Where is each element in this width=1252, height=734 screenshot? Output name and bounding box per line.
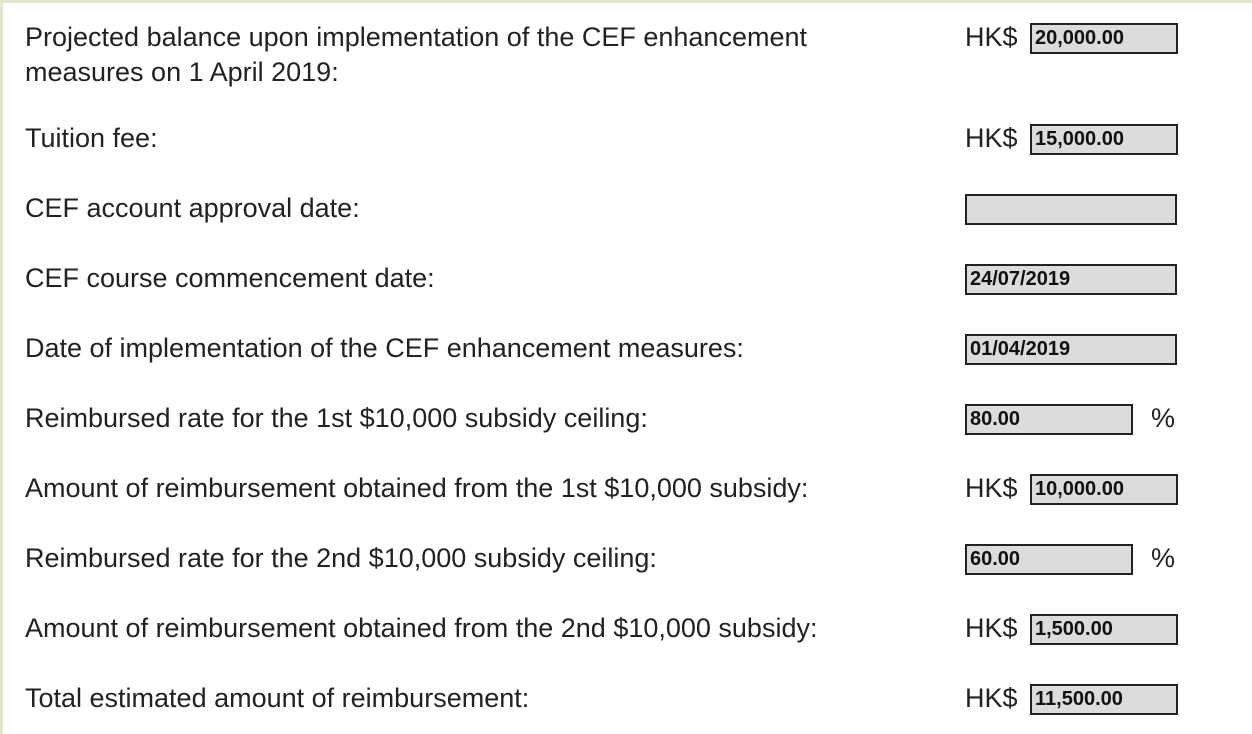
account-approval-date-label: CEF account approval date: [25, 193, 360, 223]
first-reimbursed-rate-field[interactable]: 80.00 [965, 404, 1133, 435]
account-approval-date-field[interactable] [965, 194, 1177, 225]
course-commencement-date-label: CEF course commencement date: [25, 263, 435, 293]
tuition-fee-label: Tuition fee: [25, 123, 158, 153]
implementation-date-field[interactable]: 01/04/2019 [965, 334, 1177, 365]
projected-balance-field[interactable]: 20,000.00 [1030, 23, 1178, 54]
total-reimbursement-field[interactable]: 11,500.00 [1030, 684, 1178, 715]
course-commencement-date-field[interactable]: 24/07/2019 [965, 264, 1177, 295]
currency-prefix: HK$ [965, 683, 1018, 713]
projected-balance-label [25, 20, 905, 90]
currency-prefix: HK$ [965, 22, 1018, 52]
currency-prefix: HK$ [965, 473, 1018, 503]
first-subsidy-amount-label: Amount of reimbursement obtained from the 1st $10,000 subsidy: [25, 473, 809, 503]
implementation-date-label: Date of implementation of the CEF enhancement measures: [25, 333, 744, 363]
total-reimbursement-label: Total estimated amount of reimbursement: [25, 683, 530, 713]
first-subsidy-amount-field[interactable]: 10,000.00 [1030, 474, 1178, 505]
projected-balance-label-line1: Projected balance upon implementation of the CEF enhancement [25, 22, 807, 52]
first-reimbursed-rate-label: Reimbursed rate for the 1st $10,000 subsidy ceiling: [25, 403, 648, 433]
currency-prefix: HK$ [965, 123, 1018, 153]
projected-balance-label-line2: measures on 1 April 2019: [25, 57, 339, 87]
second-reimbursed-rate-label: Reimbursed rate for the 2nd $10,000 subsidy ceiling: [25, 543, 657, 573]
percent-suffix: % [1151, 543, 1176, 573]
second-subsidy-amount-label: Amount of reimbursement obtained from the 2nd $10,000 subsidy: [25, 613, 818, 643]
second-subsidy-amount-field[interactable]: 1,500.00 [1030, 614, 1178, 645]
percent-suffix: % [1151, 403, 1176, 433]
tuition-fee-field[interactable]: 15,000.00 [1030, 124, 1178, 155]
currency-prefix: HK$ [965, 613, 1018, 643]
second-reimbursed-rate-field[interactable]: 60.00 [965, 544, 1133, 575]
